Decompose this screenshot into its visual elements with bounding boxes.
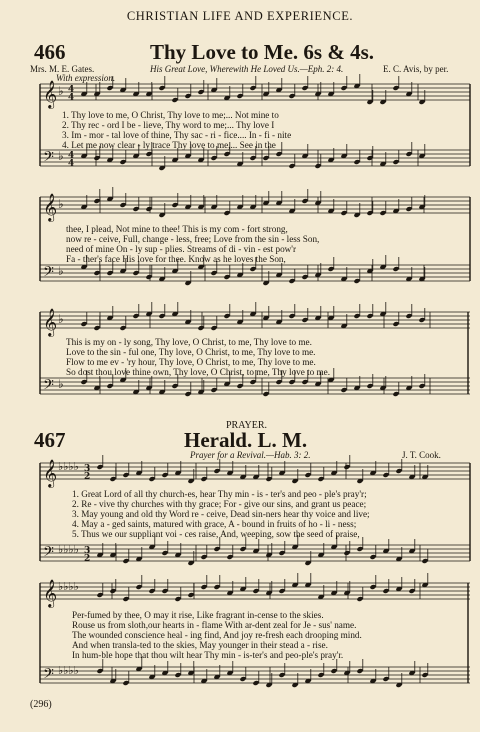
svg-text:♭: ♭ (58, 264, 64, 278)
svg-text:♭: ♭ (58, 149, 64, 163)
page-number: (296) (30, 699, 52, 710)
svg-text:𝄢: 𝄢 (43, 544, 54, 564)
hymn-title: Herald. L. M. (184, 428, 308, 452)
lyric-line: Rouse us from sloth,our hearts in - flame With ar-dent zeal for Je - sus' name. (72, 620, 357, 630)
lyric-line: 1. Thy love to me, O Christ, Thy love to me;... Not mine to (62, 110, 279, 120)
hymn-composer: E. C. Avis, by per. (383, 64, 449, 74)
svg-text:2: 2 (84, 472, 91, 482)
lyric-line: 5. Thus we our suppliant voi - ces raise, And, weeping, sow the seed of praise, (72, 529, 360, 539)
svg-text:𝄞: 𝄞 (43, 80, 58, 108)
running-head: CHRISTIAN LIFE AND EXPERIENCE. (126, 9, 354, 23)
lyric-line: 4. May a - ged saints, matured with grace, A - bound in fruits of ho - li - ness; (72, 519, 357, 529)
lyrics-466-system2 (66, 224, 319, 264)
svg-text:𝄢: 𝄢 (43, 377, 54, 397)
lyric-line: Per-fumed by thee, O may it rise, Like fragrant in-cense to the skies. (72, 610, 324, 620)
lyric-line: Flow to me ev - 'ry hour, Thy love, O Christ, to me, Thy love to me. (66, 357, 316, 367)
lyric-line: Love to the sin - ful one, Thy love, O Christ, to me, Thy love to me. (66, 347, 316, 357)
svg-text:♭♭♭♭: ♭♭♭♭ (58, 664, 79, 677)
svg-text:4: 4 (68, 93, 75, 103)
tempo-marking: With expression. (56, 73, 116, 83)
lyric-line: This is my on - ly song, Thy love, O Christ, to me, Thy love to me. (66, 337, 312, 347)
lyrics-467-system1 (72, 489, 370, 539)
svg-text:𝄢: 𝄢 (43, 264, 54, 284)
svg-text:♭: ♭ (58, 84, 64, 98)
lyric-line: And when transla-ted to the skies, May younger in their stead a - rise. (72, 640, 328, 650)
lyrics-466-system1 (62, 110, 291, 150)
staff-466-s2-treble (40, 197, 470, 213)
lyric-line: The wounded conscience heal - ing find, And joy re-fresh each drooping mind. (72, 630, 362, 640)
svg-text:𝄢: 𝄢 (43, 666, 54, 686)
svg-text:♭: ♭ (58, 377, 64, 391)
lyric-line: now re - ceive, Full, change - less, free; Love from the sin - less Son, (66, 234, 320, 244)
lyric-line: 2. Thy rec - ord I be - lieve, Thy word to me;... Thy love I (62, 120, 275, 130)
lyrics-467-system2 (72, 610, 362, 660)
lyric-line: Fa - ther's face His love for thee. Know as he loves the Son, (66, 254, 286, 264)
hymn-subtitle: His Great Love, Wherewith He Loved Us.—Eph. 2: 4. (150, 64, 344, 74)
lyric-line: 3. Im - mor - tal love of thine, Thy sac - ri - fice.... In - fi - nite (62, 130, 292, 140)
svg-text:𝄢: 𝄢 (43, 149, 54, 169)
hymn-subtitle: Prayer for a Revival.—Hab. 3: 2. (190, 450, 311, 460)
svg-text:𝄞: 𝄞 (43, 193, 58, 221)
svg-text:♭: ♭ (58, 197, 64, 211)
lyric-line: 2. Re - vive thy churches with thy grace; For - give our sins, and grant us peace; (72, 499, 367, 509)
svg-text:4: 4 (68, 151, 75, 161)
hymn-title: Thy Love to Me. 6s & 4s. (150, 40, 374, 64)
hymn-number: 467 (34, 428, 66, 452)
hymn-number: 466 (34, 40, 66, 64)
lyric-line: In hum-ble hope that thou wilt hear Thy min - is-ter's and peo-ple's pray'r. (72, 650, 344, 660)
svg-text:♭: ♭ (58, 312, 64, 326)
svg-text:𝄞: 𝄞 (43, 459, 58, 487)
lyric-line: need of mine On - ly sup - plies. Streams of di - vin - est pow'r (66, 244, 297, 254)
svg-text:4: 4 (68, 85, 75, 95)
lyric-line: 3. May young and old thy Word re - ceive, Dead sin-ners hear thy voice and live; (72, 509, 370, 519)
staff-467-s2-bass (40, 667, 470, 683)
svg-text:𝄞: 𝄞 (43, 579, 58, 607)
hymn-composer: J. T. Cook. (402, 450, 441, 460)
svg-text:4: 4 (68, 159, 75, 169)
hymn-author: Mrs. M. E. Gates. (30, 64, 95, 74)
section-heading: PRAYER. (226, 420, 268, 431)
svg-text:3: 3 (84, 546, 91, 556)
svg-text:3: 3 (84, 464, 91, 474)
svg-text:2: 2 (84, 554, 91, 564)
lyric-line: thee, I plead, Not mine to thee! This is my com - fort strong, (66, 224, 288, 234)
lyric-line: 1. Great Lord of all thy church-es, hear Thy min - is - ter's and peo - ple's pray'r; (72, 489, 367, 499)
svg-text:♭♭♭♭: ♭♭♭♭ (58, 543, 79, 556)
svg-text:♭♭♭♭: ♭♭♭♭ (58, 580, 79, 593)
lyric-line: 4. Let me now clear - ly trace Thy love to me,... See in the (62, 140, 276, 150)
lyrics-466-system3 (66, 337, 330, 377)
svg-text:𝄞: 𝄞 (43, 308, 58, 336)
svg-text:♭♭♭♭: ♭♭♭♭ (58, 460, 79, 473)
lyric-line: So dost thou love thine own, Thy love, O Christ, to me, Thy love to me. (66, 367, 331, 377)
